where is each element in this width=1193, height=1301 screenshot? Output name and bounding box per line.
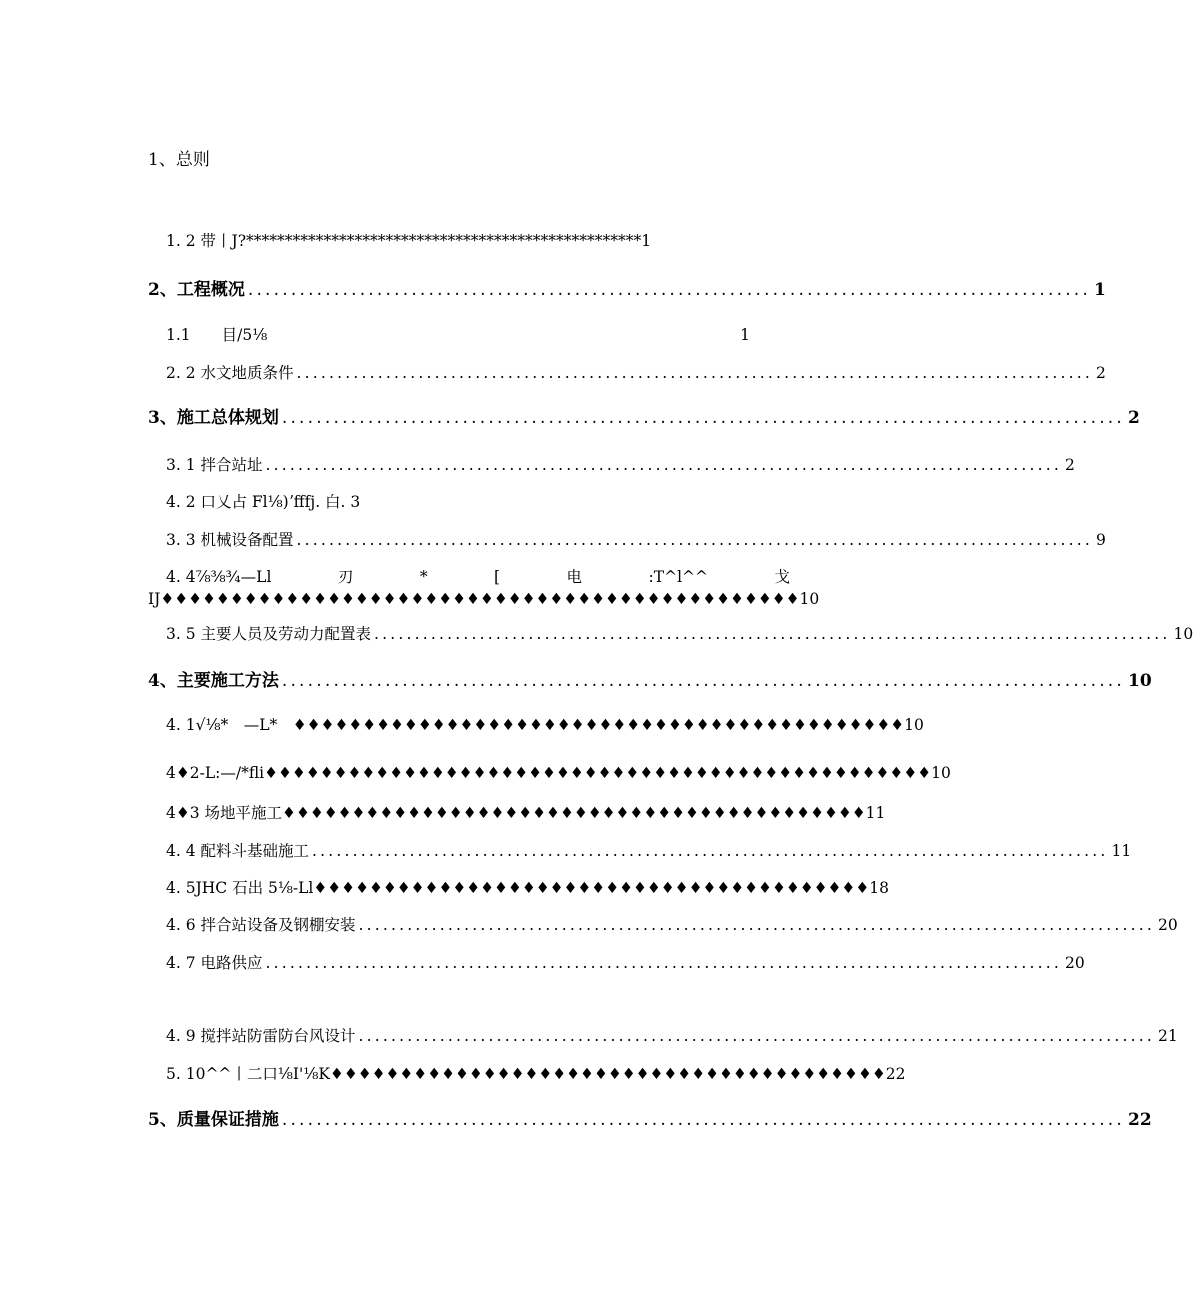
toc-leader: .................................................................................................. [247, 280, 1092, 300]
toc-label: 2、工程概况 [148, 280, 245, 300]
toc-page-number: 2 [1128, 408, 1140, 428]
toc-entry-1-2: 1. 2 带丨J?***************************************************1 [166, 232, 652, 250]
toc-label: 4. 6 拌合站设备及钢棚安装 [166, 916, 356, 934]
toc-label: 4. 7 电路供应 [166, 954, 263, 972]
toc-entry-3-2: 4. 2 口乂占 Fl⅛)ʼfffj. 白. 3 [166, 493, 361, 511]
toc-page-number: 20 [1157, 916, 1178, 934]
toc-entry-3-1 [166, 455, 1075, 475]
toc-label: 2. 2 水文地质条件 [166, 364, 294, 382]
toc-page-number: 2 [1064, 456, 1075, 474]
toc-page-number: 9 [1095, 531, 1106, 549]
toc-leader: .................................................................................................. [358, 916, 1155, 934]
toc-entry-4-7 [166, 953, 1085, 973]
toc-label: 4. 4 配料斗基础施工 [166, 842, 310, 860]
toc-leader: .................................................................................................. [265, 456, 1062, 474]
toc-leader: .................................................................................................. [312, 842, 1109, 860]
toc-page-number: 21 [1157, 1027, 1178, 1045]
toc-leader: .................................................................................................. [358, 1027, 1155, 1045]
toc-page-number: 1 [740, 326, 750, 344]
toc-page-number: 10 [1128, 671, 1152, 691]
toc-leader: .................................................................................................. [281, 408, 1126, 428]
toc-entry-5-10: 5. 10^^丨二口⅛I'⅛K♦♦♦♦♦♦♦♦♦♦♦♦♦♦♦♦♦♦♦♦♦♦♦♦♦♦♦♦♦♦♦♦♦♦♦♦♦♦♦♦22 [166, 1065, 906, 1083]
toc-entry-4-5: 4. 5JHC 石出 5⅛-Ll♦♦♦♦♦♦♦♦♦♦♦♦♦♦♦♦♦♦♦♦♦♦♦♦♦♦♦♦♦♦♦♦♦♦♦♦♦♦♦♦18 [166, 879, 889, 897]
toc-entry-4-4 [166, 841, 1132, 861]
toc-heading-3 [148, 408, 1140, 428]
toc-leader: .................................................................................................. [374, 625, 1171, 643]
toc-label: 3、施工总体规划 [148, 408, 279, 428]
toc-entry-3-5 [166, 624, 1193, 644]
toc-entry-4-9 [166, 1026, 1178, 1046]
toc-leader: .................................................................................................. [265, 954, 1062, 972]
toc-heading-2 [148, 280, 1106, 300]
toc-label: 3. 1 拌合站址 [166, 456, 263, 474]
toc-page-number: 2 [1095, 364, 1106, 382]
toc-label: 3. 5 主要人员及劳动力配置表 [166, 625, 372, 643]
toc-entry-3-4-continuation: IJ♦♦♦♦♦♦♦♦♦♦♦♦♦♦♦♦♦♦♦♦♦♦♦♦♦♦♦♦♦♦♦♦♦♦♦♦♦♦♦♦♦♦♦♦♦♦10 [148, 590, 820, 608]
toc-entry-4-6 [166, 915, 1178, 935]
toc-leader: .................................................................................................. [281, 671, 1126, 691]
toc-page-number: 20 [1064, 954, 1085, 972]
toc-entry-3-4: 4. 4⅞⅜¾—Ll 刃 * [ 电 :T^l^^ 戈 [166, 568, 790, 586]
toc-leader: .................................................................................................. [296, 364, 1093, 382]
toc-entry-3-3 [166, 530, 1106, 550]
toc-page-number: 22 [1128, 1110, 1152, 1130]
toc-label: 5、质量保证措施 [148, 1110, 279, 1130]
toc-label: 4. 9 搅拌站防雷防台风设计 [166, 1027, 356, 1045]
toc-entry-2-2 [166, 363, 1106, 383]
toc-entry-4-1: 4. 1√⅛* —L* ♦♦♦♦♦♦♦♦♦♦♦♦♦♦♦♦♦♦♦♦♦♦♦♦♦♦♦♦♦♦♦♦♦♦♦♦♦♦♦♦♦♦♦♦10 [166, 716, 924, 734]
toc-entry-2-1 [166, 325, 750, 345]
toc-page-number: 11 [1111, 842, 1132, 860]
toc-leader: .................................................................................................. [296, 531, 1093, 549]
toc-page-number: 1 [1094, 280, 1106, 300]
toc-label: 4、主要施工方法 [148, 671, 279, 691]
toc-heading-1: 1、总则 [148, 150, 210, 170]
toc-leader: .................................................................................................. [281, 1110, 1126, 1130]
toc-entry-4-2: 4♦2-L:—/*fli♦♦♦♦♦♦♦♦♦♦♦♦♦♦♦♦♦♦♦♦♦♦♦♦♦♦♦♦♦♦♦♦♦♦♦♦♦♦♦♦♦♦♦♦♦♦♦♦10 [166, 764, 951, 782]
toc-label: 1.1 目/5⅛ [166, 326, 268, 344]
toc-heading-4 [148, 671, 1152, 691]
toc-label: 3. 3 机械设备配置 [166, 531, 294, 549]
toc-page-number: 10 [1173, 625, 1193, 643]
toc-heading-5 [148, 1110, 1152, 1130]
toc-entry-4-3: 4♦3 场地平施工♦♦♦♦♦♦♦♦♦♦♦♦♦♦♦♦♦♦♦♦♦♦♦♦♦♦♦♦♦♦♦♦♦♦♦♦♦♦♦♦♦♦11 [166, 804, 886, 822]
